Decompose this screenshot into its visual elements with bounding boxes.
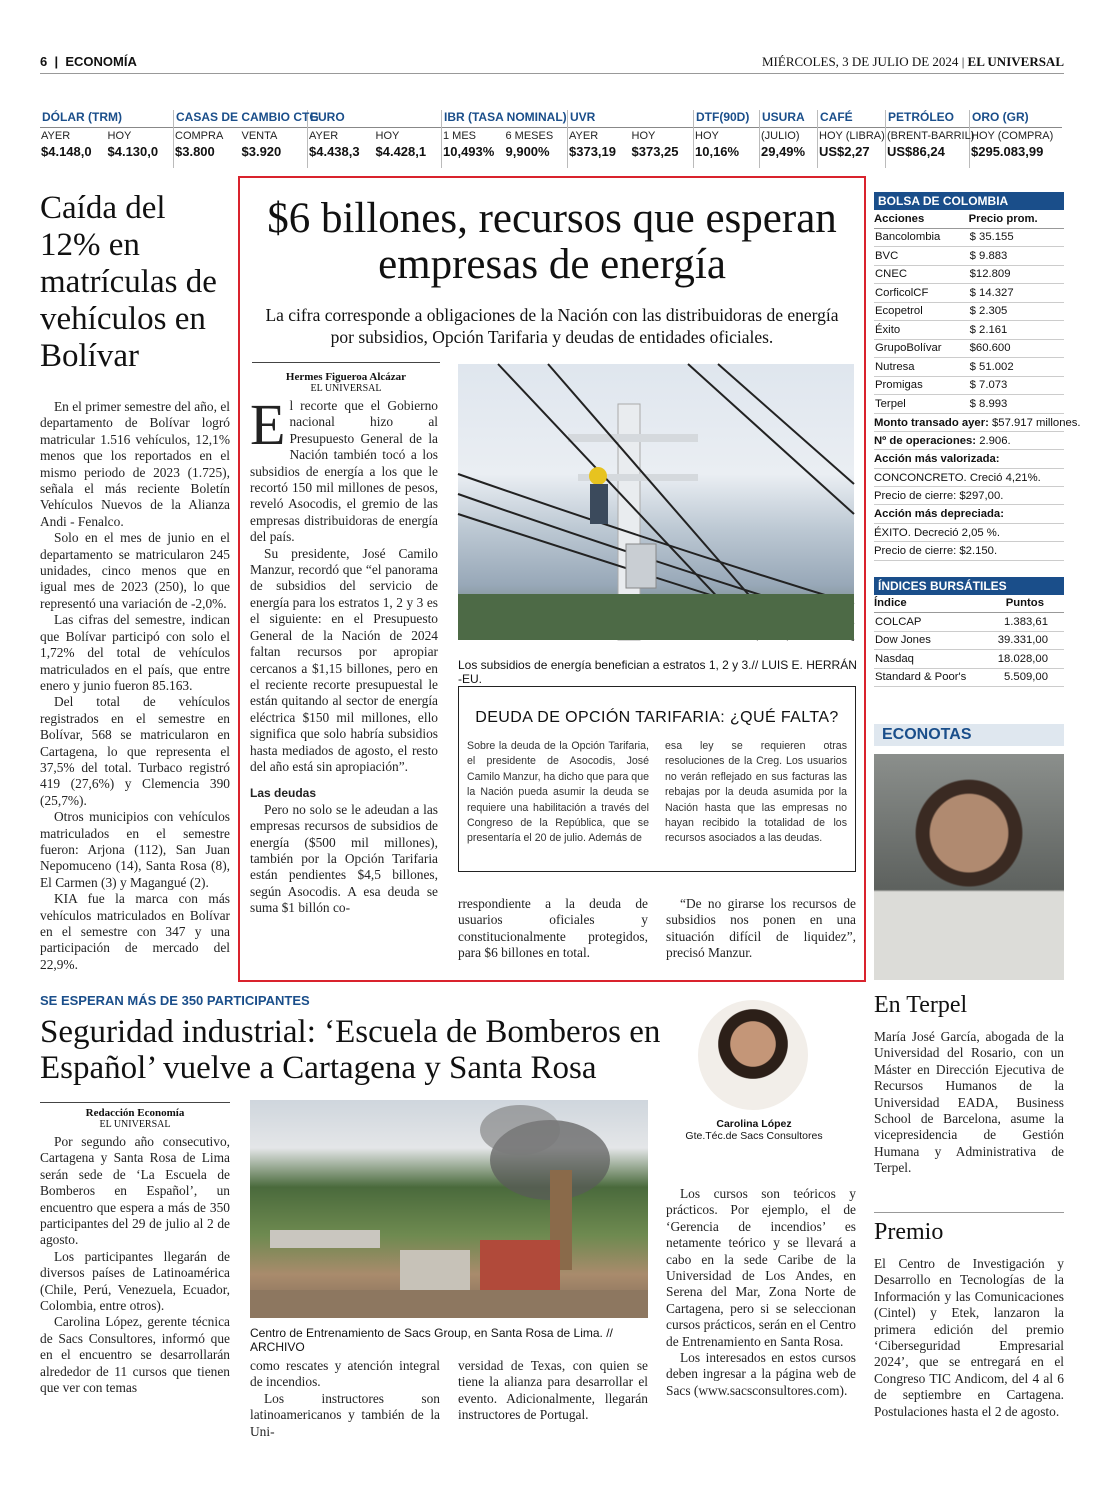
indicator-value: $295.083,99 — [971, 144, 1044, 159]
indicator-title: DÓLAR (TRM) — [40, 110, 173, 128]
indicator-subhead: HOY — [375, 130, 400, 142]
row-label: Standard & Poor's — [874, 668, 984, 687]
indicator-subheads — [694, 128, 759, 144]
indicator-title: IBR (TASA NOMINAL) — [442, 110, 567, 128]
row-label: Éxito — [874, 321, 969, 340]
byline — [40, 1102, 230, 1130]
indicator-subheads — [442, 128, 567, 144]
vehicle-article-body — [40, 399, 230, 973]
row-value: $ 14.327 — [969, 284, 1064, 303]
indicator-value: 10,16% — [695, 144, 740, 159]
indicator-subhead: AYER — [569, 130, 599, 142]
row-label: Bancolombia — [874, 228, 969, 247]
paragraph: Los instructores son latinoamericanos y también de la Uni- — [250, 1390, 440, 1439]
row-value: $ 51.002 — [969, 358, 1064, 377]
page-header — [40, 52, 1064, 74]
indicator-values — [568, 144, 693, 162]
indicator-value: $4.438,3 — [309, 144, 360, 159]
indicator-subheads — [818, 128, 885, 144]
row-label: Terpel — [874, 395, 969, 414]
ops-label: Nº de operaciones: — [874, 434, 977, 447]
row-value: $ 7.073 — [969, 376, 1064, 395]
econota-title: Premio — [874, 1212, 1064, 1246]
row-label: BVC — [874, 247, 969, 266]
valorizada-close: Precio de cierre: $297,00. — [874, 487, 1064, 505]
training-center-photo — [250, 1100, 648, 1318]
page-section: 6 | ECONOMÍA — [40, 54, 137, 69]
indicator-subhead: HOY — [631, 130, 656, 142]
table-row — [874, 631, 1064, 650]
portrait-name: Carolina López — [716, 1118, 792, 1130]
indicator-values — [886, 144, 969, 162]
newspaper-name: EL UNIVERSAL — [967, 54, 1064, 69]
econota-terpel — [874, 992, 1064, 1177]
paragraph: “De no girarse los recursos de subsidios nos ponen en una situación difícil de liquidez”, precisó Manzur. — [666, 896, 856, 961]
indicator-value: $3.920 — [241, 144, 282, 159]
indicator-title: USURA — [760, 110, 817, 128]
indicator-9 — [970, 110, 1062, 168]
bomberos-column-3 — [458, 1358, 648, 1424]
indicator-value: $373,19 — [569, 144, 616, 159]
table-row — [874, 613, 1064, 632]
indicator-value: $4.428,1 — [375, 144, 427, 159]
row-value: $12.809 — [969, 265, 1064, 284]
paragraph: Otros municipios con vehículos matriculados en el semestre fueron: Arjona (112), San Juan Nepomuceno (14), Santa Rosa (8), El Carmen (3) y Magangué (2). — [40, 809, 230, 890]
depreciada-heading: Acción más depreciada: — [874, 508, 1004, 521]
paragraph: l recorte que el Gobierno nacional hizo al Presupuesto General de la Nación también tocó a los subsidios de energía a los que le recortó 150 mil millones de pesos, reveló Asocodis, el gremio de las empresas distribuidoras de energía del país. — [250, 398, 438, 545]
row-value: $ 35.155 — [969, 228, 1064, 247]
valorizada-label — [874, 450, 1064, 468]
indicator-subhead: (BRENT-BARRIL) — [887, 130, 975, 142]
indicator-values — [694, 144, 759, 162]
econota-title: En Terpel — [874, 992, 968, 1018]
indicator-8 — [886, 110, 975, 168]
indicator-values — [174, 144, 307, 162]
indicator-subhead: HOY — [695, 130, 719, 142]
row-value: $ 2.161 — [969, 321, 1064, 340]
indicator-values — [40, 144, 173, 162]
main-article-title: $6 billones, recursos que esperan empresas de energía — [267, 195, 837, 288]
ops-row — [874, 432, 1064, 450]
main-article-column-2 — [458, 896, 648, 962]
indicator-6 — [760, 110, 818, 168]
table-row — [874, 302, 1064, 321]
indicator-value: $3.800 — [175, 144, 215, 159]
carolina-lopez-photo — [698, 1000, 808, 1110]
indices-table — [874, 595, 1064, 688]
vehicle-article — [40, 190, 230, 973]
table-row — [874, 284, 1064, 303]
table-row — [874, 376, 1064, 395]
econota-text: María José García, abogada de la Universidad del Rosario, con un Máster en Dirección Ejecutiva de Recursos Humanos de la Universidad EADA, Business School de Barcelona, asume la vicepresidencia de Gestión Humana y Administrativa de Terpel. — [874, 1029, 1064, 1176]
row-value: 18.028,00 — [984, 650, 1064, 669]
training-center-illustration — [250, 1100, 648, 1318]
row-label: Nutresa — [874, 358, 969, 377]
indicator-0 — [40, 110, 174, 168]
main-article-lead: La cifra corresponde a obligaciones de la Nación con las distribuidoras de energía por subsidios, Opción Tarifaria y deudas de entidades oficiales. — [265, 305, 839, 347]
indicator-subheads — [174, 128, 307, 144]
indicator-title: ORO (GR) — [970, 110, 1062, 128]
drop-cap: E — [250, 392, 286, 457]
row-label: COLCAP — [874, 613, 984, 632]
sidebar-box-col-2: esa ley se requieren otras resoluciones de la Creg. Los usuarios no verán reflejado en sus facturas las rebajas por la deuda asumida por la Nación hasta que las empresas no hayan recibido la totalidad de los recursos asociados a las deudas. — [665, 740, 847, 845]
stock-table — [874, 210, 1064, 414]
row-label: Nasdaq — [874, 650, 984, 669]
bolsa-title: BOLSA DE COLOMBIA — [874, 192, 1064, 210]
depreciada-label — [874, 505, 1064, 523]
bomberos-column-4 — [666, 1186, 856, 1399]
article-kicker: SE ESPERAN MÁS DE 350 PARTICIPANTES — [40, 993, 310, 1008]
econota-premio — [874, 1212, 1064, 1420]
indicator-3 — [442, 110, 568, 168]
indicator-subheads — [886, 128, 975, 144]
photo-caption: Centro de Entrenamiento de Sacs Group, en Santa Rosa de Lima. // ARCHIVO — [250, 1326, 613, 1354]
utility-pole-illustration — [458, 364, 854, 640]
bomberos-column-1 — [40, 1134, 230, 1397]
sidebar-box-title: DEUDA DE OPCIÓN TARIFARIA: ¿QUÉ FALTA? — [475, 709, 839, 726]
row-value: 1.383,61 — [984, 613, 1064, 632]
indicator-value: $4.148,0 — [41, 144, 92, 159]
indicator-value: US$86,24 — [887, 144, 945, 159]
sidebar-box-opcion-tarifaria — [458, 686, 856, 872]
paragraph: Del total de vehículos registrados en el semestre en Bolívar, 568 se matricularon en Cartagena, lo que representa el 37,5% del total. Turbaco registró 419 (27,6%) y Clemencia 390 (25,7%). — [40, 694, 230, 808]
indicator-title: DTF(90D) — [694, 110, 759, 128]
indicator-subheads — [308, 128, 441, 144]
row-label: CNEC — [874, 265, 969, 284]
paragraph: Solo en el mes de junio en el departamento se matricularon 245 unidades, cinco menos que en igual mes de 2023 (250), lo que representó una variación de -2,0%. — [40, 530, 230, 611]
market-indicators — [40, 110, 1064, 170]
indices-title: ÍNDICES BURSÁTILES — [874, 577, 1064, 595]
author-outlet: EL UNIVERSAL — [99, 1119, 171, 1130]
table-row — [874, 228, 1064, 247]
table-row — [874, 265, 1064, 284]
paragraph: Por segundo año consecutivo, Cartagena y Santa Rosa de Lima serán sede de ‘La Escuela de Bomberos en Español’, un encuentro que espera a más de 350 participantes del 29 de julio al 2 de agosto. — [40, 1134, 230, 1248]
issue-date: MIÉRCOLES, 3 DE JULIO DE 2024 — [762, 54, 959, 69]
indicator-value: 10,493% — [443, 144, 495, 159]
indicator-title: UVR — [568, 110, 693, 128]
indicator-values — [760, 144, 817, 162]
paragraph: Los cursos son teóricos y prácticos. Por ejemplo, el de ‘Gerencia de incendios’ es netamente teórico y se llevará a cabo en la sede Caribe de la Universidad de Los Andes, en Serena del Mar, Zona Norte de Cartagena, pero si se seleccionan cursos prácticos, serán en el Centro de Entrenamiento en Santa Rosa. — [666, 1186, 856, 1349]
indicator-7 — [818, 110, 886, 168]
row-value: $60.600 — [969, 339, 1064, 358]
monto-label: Monto transado ayer: — [874, 416, 989, 429]
col-header: Acciones — [874, 210, 969, 228]
row-label: CorficolCF — [874, 284, 969, 303]
col-header: Puntos — [984, 595, 1064, 613]
indicator-subhead: HOY (COMPRA) — [971, 130, 1054, 142]
econota-text: El Centro de Investigación y Desarrollo en Tecnologías de la Información y las Comunicaciones (Cintel) y Etek, lanzaron la primera edición del premio ‘Ciberseguridad Empresarial 2024’, que se entregará en el Congreso TIC Andicom, del 4 al 6 de septiembre en Cartagena. Postulaciones hasta el 2 de agosto. — [874, 1256, 1064, 1419]
econotas-title: ECONOTAS — [874, 724, 1064, 746]
row-value: $ 8.993 — [969, 395, 1064, 414]
depreciada-value: ÉXITO. Decreció 2,05 %. — [874, 524, 1064, 542]
indicator-title: CAFÉ — [818, 110, 885, 128]
page-number: 6 — [40, 54, 48, 69]
author-name: Redacción Economía — [85, 1107, 185, 1119]
ops-value: 2.906. — [979, 434, 1011, 447]
paragraph: Los interesados en estos cursos deben ingresar a la página web de Sacs (www.sacsconsultores.com). — [666, 1350, 856, 1398]
col-header: Precio prom. — [969, 210, 1064, 228]
table-row — [874, 339, 1064, 358]
row-label: Ecopetrol — [874, 302, 969, 321]
subhead: Las deudas — [250, 786, 317, 801]
table-row — [874, 358, 1064, 377]
indicator-1 — [174, 110, 319, 168]
depreciada-close: Precio de cierre: $2.150. — [874, 542, 1064, 560]
sidebar-box-col-1: Sobre la deuda de la Opción Tarifaria, el presidente de Asocodis, José Camilo Manzur, ha dicho que para que la Nación pueda asumir la deuda se requiere una habilitación a través del Congreso de la República, que se presentaría el 20 de julio. Además de — [467, 740, 649, 845]
indicator-values — [818, 144, 885, 162]
table-row — [874, 650, 1064, 669]
header-right: MIÉRCOLES, 3 DE JULIO DE 2024 | EL UNIVERSAL — [762, 54, 1064, 69]
table-row — [874, 668, 1064, 687]
bomberos-column-2 — [250, 1358, 440, 1440]
byline — [252, 362, 440, 394]
main-article-column-1 — [250, 392, 438, 917]
paragraph: rrespondiente a la deuda de usuarios oficiales y constitucionalmente protegidos, para $6 billones en total. — [458, 896, 648, 961]
stock-exchange-box — [874, 192, 1081, 687]
indicator-subhead: VENTA — [241, 130, 278, 142]
main-article-column-3 — [666, 896, 856, 962]
portrait-role: Gte.Téc.de Sacs Consultores — [685, 1130, 823, 1142]
indicator-value: $373,25 — [631, 144, 679, 159]
maria-jose-garcia-photo — [874, 754, 1064, 980]
valorizada-heading: Acción más valorizada: — [874, 453, 1000, 466]
indicator-value: 9,900% — [505, 144, 550, 159]
table-row — [874, 321, 1064, 340]
paragraph: En el primer semestre del año, el departamento de Bolívar logró matricular 1.516 vehículos, 12,1% menos que los reportados en el mismo periodo de 2023 (1.725), señala el más reciente Boletín Vehículos Nuevos de la Alianza Andi - Fenalco. — [40, 399, 230, 529]
indicator-subhead: HOY — [107, 130, 132, 142]
indicator-subheads — [760, 128, 817, 144]
author-name: Hermes Figueroa Alcázar — [285, 371, 407, 383]
indicator-subhead: 1 MES — [443, 130, 477, 142]
indicator-4 — [568, 110, 694, 168]
paragraph: Las cifras del semestre, indican que Bolívar participó con solo el 1,72% del total de vehículos matriculados en el país, que entre enero y junio fueron 85.163. — [40, 612, 230, 693]
row-label: GrupoBolívar — [874, 339, 969, 358]
section-name: ECONOMÍA — [65, 54, 137, 69]
lineman-photo — [458, 364, 854, 640]
indicator-subhead: AYER — [309, 130, 339, 142]
indicator-subhead: 6 MESES — [505, 130, 554, 142]
indicator-subhead: COMPRA — [175, 130, 224, 142]
indicator-subheads — [568, 128, 693, 144]
monto-value: $57.917 millones. — [992, 416, 1081, 429]
indicator-title: EURO — [308, 110, 441, 128]
paragraph: Carolina López, gerente técnica de Sacs Consultores, informó que en el encuentro se desarrollarán alrededor de 11 cursos que tienen que ver con temas — [40, 1314, 230, 1396]
valorizada-value: CONCONCRETO. Creció 4,21%. — [874, 469, 1064, 487]
monto-row — [874, 414, 1081, 432]
author-outlet: EL UNIVERSAL — [310, 383, 382, 394]
paragraph: Pero no solo se le adeudan a las empresas recursos de subsidios de energía ($500 mil millones), también por la Opción Tarifaria están pendientes $4,5 billones, según Asocodis. A esa deuda se suma $1 billón co- — [250, 801, 438, 916]
indicator-value: $4.130,0 — [107, 144, 159, 159]
indicator-subheads — [970, 128, 1062, 144]
row-label: Promigas — [874, 376, 969, 395]
paragraph: KIA fue la marca con más vehículos matriculados en Bolívar en el semestre con 347 y una participación de mercado del 22,9%. — [40, 891, 230, 972]
row-value: $ 9.883 — [969, 247, 1064, 266]
indicator-values — [970, 144, 1062, 162]
row-value: 39.331,00 — [984, 631, 1064, 650]
paragraph: como rescates y atención integral de incendios. — [250, 1358, 440, 1390]
indicator-subheads — [40, 128, 173, 144]
paragraph: versidad de Texas, con quien se tiene la alianza para desarrollar el evento. Adicionalmente, llegarán instructores de Portugal. — [458, 1358, 648, 1423]
indicator-values — [308, 144, 441, 162]
indicator-subhead: AYER — [41, 130, 71, 142]
table-row — [874, 395, 1064, 414]
photo-caption: Los subsidios de energía benefician a estratos 1, 2 y 3.// LUIS E. HERRÁN -EU. — [458, 658, 857, 686]
portrait-caption — [664, 1118, 844, 1142]
indicator-value: US$2,27 — [819, 144, 870, 159]
paragraph: Su presidente, José Camilo Manzur, recordó que “el panorama de subsidios del servicio de energía para los estratos 1, 2 y 3 es el siguiente: en el Presupuesto General de la Nación de 2024 faltan recursos por apropiar cercanos a $1,15 billones, pero en el reciente recorte presupuestal le están quitando al sector de energía eléctrica $150 mil millones, ello significa que solo habría subsidios hasta mediados de agosto, el resto del año está sin apropiación”. — [250, 545, 438, 774]
indicator-subhead: HOY (LIBRA) — [819, 130, 885, 142]
indicator-value: 29,49% — [761, 144, 806, 159]
bomberos-article-title: Seguridad industrial: ‘Escuela de Bomberos en Español’ vuelve a Cartagena y Santa Rosa — [40, 1014, 661, 1086]
indicator-2 — [308, 110, 442, 168]
vehicle-article-title: Caída del 12% en matrículas de vehículos en Bolívar — [40, 190, 217, 374]
indicator-title: PETRÓLEO — [886, 110, 969, 128]
indicator-values — [442, 144, 567, 162]
paragraph: Los participantes llegarán de diversos países de Latinoamérica (Chile, Perú, Venezuela, Ecuador, Colombia, entre otros). — [40, 1248, 230, 1314]
indicator-subhead: (JULIO) — [761, 130, 800, 142]
table-row — [874, 247, 1064, 266]
row-value: 5.509,00 — [984, 668, 1064, 687]
col-header: Índice — [874, 595, 984, 613]
row-label: Dow Jones — [874, 631, 984, 650]
indicator-title: CASAS DE CAMBIO CTG — [174, 110, 307, 128]
indicator-5 — [694, 110, 760, 168]
row-value: $ 2.305 — [969, 302, 1064, 321]
